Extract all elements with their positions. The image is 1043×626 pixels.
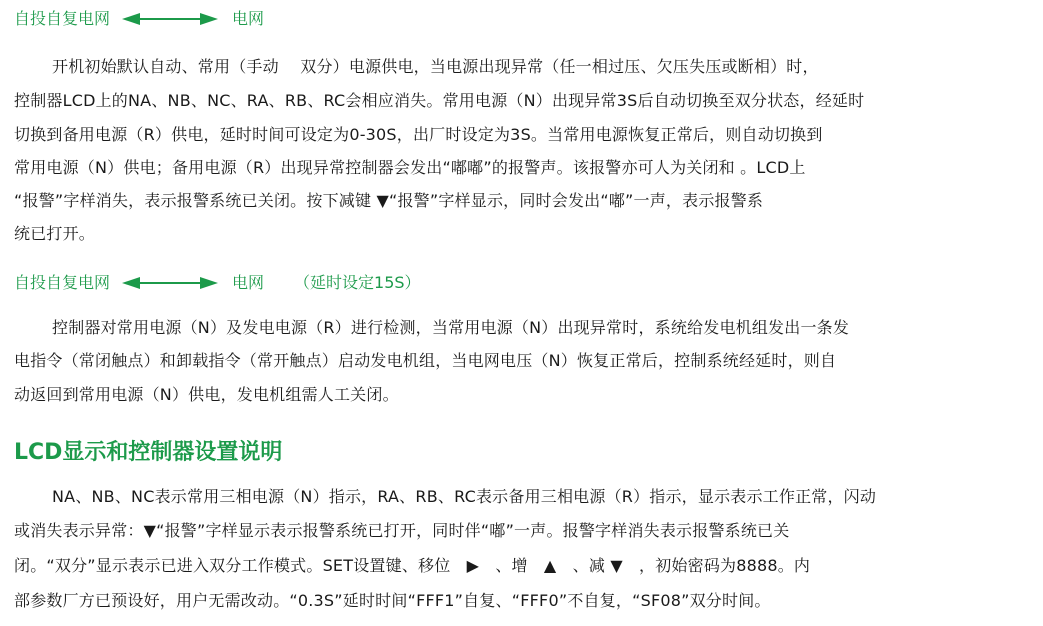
section1-label-right: 电网 — [232, 9, 265, 28]
section2-heading — [14, 273, 421, 293]
double-arrow-icon — [122, 13, 218, 25]
section1-line-6: 统已打开。 — [14, 224, 96, 243]
section3-line-2: 或消失表示异常：▼“报警”字样显示表示报警系统已打开，同时伴“嘟”一声。报警字样消失表示报警系统已关 — [14, 521, 790, 540]
section2-line-3: 动返回到常用电源（N）供电，发电机组需人工关闭。 — [14, 385, 399, 404]
section1-heading — [14, 9, 264, 29]
section2-line-2: 电指令（常闭触点）和卸载指令（常开触点）启动发电机组，当电网电压（N）恢复正常后，控制系统经延时，则自 — [14, 351, 837, 370]
section2-label-left: 自投自复电网 — [14, 273, 111, 292]
section1-line-3: 切换到备用电源（R）供电，延时时间可设定为0-30S，出厂时设定为3S。当常用电源恢复正常后，则自动切换到 — [14, 125, 823, 144]
section1-line-1: 开机初始默认自动、常用（手动 双分）电源供电，当电源出现异常（任一相过压、欠压失压或断相）时， — [52, 57, 819, 76]
section1-line-4: 常用电源（N）供电；备用电源（R）出现异常控制器会发出“嘟嘟”的报警声。该报警亦可人为关闭和 。LCD上 — [14, 158, 806, 177]
section2-line-1: 控制器对常用电源（N）及发电电源（R）进行检测，当常用电源（N）出现异常时，系统给发电机组发出一条发 — [52, 318, 850, 337]
double-arrow-icon — [122, 277, 218, 289]
section3-line-4: 部参数厂方已预设好，用户无需改动。“0.3S”延时时间“FFF1”自复、“FFF0”不自复，“SF08”双分时间。 — [14, 591, 771, 610]
section2-label-right: 电网 — [232, 273, 265, 292]
section1-line-2: 控制器LCD上的NA、NB、NC、RA、RB、RC会相应消失。常用电源（N）出现异常3S后自动切换至双分状态，经延时 — [14, 91, 865, 110]
section1-line-5: “报警”字样消失，表示报警系统已关闭。按下减键 ▼“报警”字样显示，同时会发出“嘟”一声，表示报警系 — [14, 191, 764, 210]
section1-label-left: 自投自复电网 — [14, 9, 111, 28]
section2-label-note: （延时设定15S） — [294, 273, 421, 292]
section3-line-1: NA、NB、NC表示常用三相电源（N）指示，RA、RB、RC表示备用三相电源（R）指示，显示表示工作正常，闪动 — [52, 487, 877, 506]
section3-title: LCD显示和控制器设置说明 — [14, 440, 283, 465]
section3-line-3: 闭。“双分”显示表示已进入双分工作模式。SET设置键、移位 ▶ 、增 ▲ 、减 ▼ ，初始密码为8888。内 — [14, 556, 811, 575]
